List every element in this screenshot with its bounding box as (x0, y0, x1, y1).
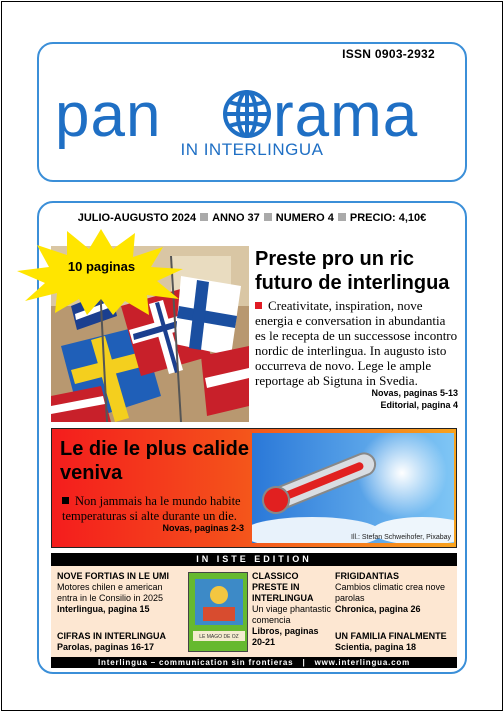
edition-item (335, 571, 453, 615)
heat-feature-box (51, 428, 457, 548)
issue-info-bar (39, 212, 465, 224)
edition-item (252, 571, 332, 648)
footer-bar (51, 657, 457, 668)
burst-label: 10 paginas (67, 259, 136, 274)
heat-body (62, 494, 262, 524)
cover-frame (37, 201, 467, 674)
separator-square (264, 213, 272, 221)
issue-year: ANNO 37 (212, 212, 260, 224)
edition-item-desc: Cambios climatic crea nove parolas (335, 582, 446, 603)
edition-item-title: UN FAMILIA FINALMENTE (335, 631, 447, 641)
issue-date: JULIO-AUGUSTO 2024 (77, 212, 197, 224)
footer-divider: | (296, 658, 312, 667)
edition-item-title: FRIGIDANTIAS (335, 571, 399, 581)
issue-number: NUMERO 4 (275, 212, 334, 224)
edition-item (57, 631, 185, 653)
lead-headline: Preste pro un ric futuro de interlingua (255, 248, 450, 294)
heat-headline: Le die le plus calide veniva (60, 438, 249, 484)
masthead (37, 42, 467, 182)
lead-body (255, 298, 458, 388)
lead-references (255, 387, 458, 411)
lead-ref-news: Novas, paginas 5-13 (371, 388, 458, 398)
lead-body-text: Creativitate, inspiration, nove energia e conversation in abundantia es le recepta de un successose incontro nordic de interlingua. In augusto isto occurreva de novo. Lege le ample reportage ab Sigtuna in Svedia. (255, 298, 458, 388)
magazine-cover (1, 1, 503, 711)
edition-item-ref: Interlingua, pagina 15 (57, 604, 150, 614)
issn: ISSN 0903-2932 (342, 47, 435, 61)
edition-item-title: CLASSICO PRESTE IN INTERLINGUA (252, 571, 314, 603)
issue-price: PRECIO: 4,10€ (349, 212, 427, 224)
photo-credit: Ill.: Stefan Schweihofer, Pixabay (351, 534, 451, 541)
logo-left: pan (55, 81, 162, 150)
edition-item-desc: Un viage phantastic comencia (252, 604, 332, 625)
edition-item-ref: Scientia, pagina 18 (335, 642, 417, 652)
heat-body-text: Non jammais ha le mundo habite temperaturas si alte durante un die. (62, 494, 241, 523)
logo-right: rama (273, 81, 419, 150)
separator-square (200, 213, 208, 221)
edition-item-ref: Parolas, paginas 16-17 (57, 642, 155, 652)
edition-bar: IN ISTE EDITION (51, 553, 457, 566)
edition-item-title: CIFRAS IN INTERLINGUA (57, 631, 166, 641)
footer-slogan: Interlingua – communication sin frontieras (98, 658, 294, 667)
red-bullet (255, 302, 262, 309)
edition-item-title: NOVE FORTIAS IN LE UMI (57, 571, 170, 581)
separator-square (338, 213, 346, 221)
edition-item-ref: Chronica, pagina 26 (335, 604, 421, 614)
in-this-edition (51, 553, 457, 664)
edition-item (335, 631, 453, 653)
book-label: LE MAGO DE OZ (199, 634, 239, 640)
panorama-logo (51, 62, 457, 152)
edition-item (57, 571, 185, 615)
edition-item-ref: Libros, paginas 20-21 (252, 626, 319, 647)
masthead-subtitle: IN INTERLINGUA (180, 140, 324, 159)
lead-ref-editorial: Editorial, pagina 4 (380, 400, 458, 410)
book-cover-image (188, 572, 248, 652)
footer-url[interactable]: www.interlingua.com (314, 658, 410, 667)
thermometer-illustration (252, 433, 454, 543)
edition-item-desc: Motores chilen e american entra in le Consilio in 2025 (57, 582, 164, 603)
heat-reference: Novas, paginas 2-3 (162, 523, 244, 533)
black-bullet (62, 497, 69, 504)
